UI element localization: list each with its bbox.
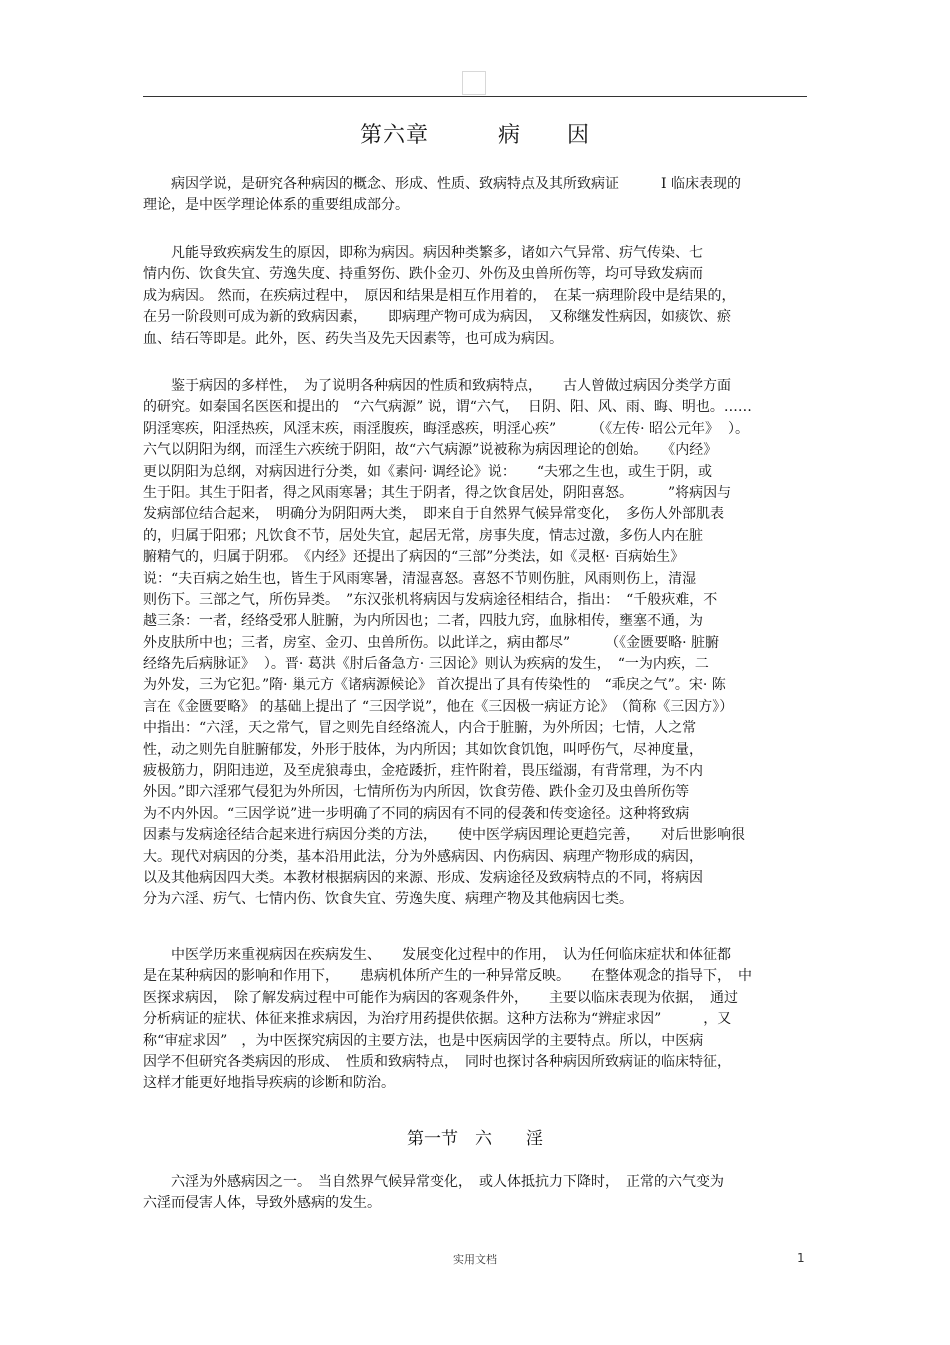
text-line: 六淫而侵害人体，导致外感病的发生。 <box>143 1195 381 1212</box>
text-line: 发病部位结合起来， 明确分为阴阳两大类， 即来自于自然界气候异常变化， 多伤人外部肌表 <box>143 506 724 523</box>
paragraph-1 <box>143 174 808 217</box>
text-line: 病因学说，是研究各种病因的概念、形成、性质、致病特点及其所致病证 I 临床表现的 <box>143 176 741 192</box>
paragraph-3 <box>143 376 808 911</box>
text-line: 为不内外因。“三因学说”进一步明确了不同的病因有不同的侵袭和传变途径。这种将致病 <box>143 805 690 822</box>
paragraph-4 <box>143 945 808 1095</box>
text-line: 则伤下。三部之气，所伤异类。 ”东汉张机将病因与发病途径相结合，指出： “千般疢难，不 <box>143 591 718 608</box>
text-line: 六气以阴阳为纲，而淫生六疾统于阴阳，故“六气病源”说被称为病因理论的创始。 《内经》 <box>143 442 718 459</box>
text-line: 因学不但研究各类病因的形成、 性质和致病特点， 同时也探讨各种病因所致病证的临床特征， <box>143 1053 731 1070</box>
text-line: 因素与发病途径结合起来进行病因分类的方法， 使中医学病因理论更趋完善， 对后世影响很 <box>143 827 745 844</box>
chapter-title: 第六章 病 因 <box>359 123 590 148</box>
text-line: 疲极筋力，阴阳违逆，及至虎狼毒虫，金疮踒折，疰忤附着，畏压缢溺，有背常理，为不内 <box>143 763 703 780</box>
text-line: 言在《金匮要略》 的基础上提出了 “三因学说”，他在《三因极一病证方论》 （简称《三因方》） <box>143 698 734 715</box>
text-line: 为外发，三为它犯。”隋· 巢元方《诸病源候论》 首次提出了具有传染性的 “乖戾之气”。宋· 陈 <box>143 677 726 694</box>
text-line: 生于阳。其生于阳者，得之风雨寒暑；其生于阴者，得之饮食居处，阴阳喜怒。 ”将病因与 <box>143 484 732 501</box>
text-line: 称“审症求因” ，为中医探究病因的主要方法，也是中医病因学的主要特点。所以，中医病 <box>143 1032 704 1049</box>
text-line: 外因。”即六淫邪气侵犯为外所因，七情所伤为内所因，饮食劳倦、跌仆金刃及虫兽所伤等 <box>143 784 690 801</box>
text-line: 大。现代对病因的分类，基本沿用此法，分为外感病因、内伤病因、病理产物形成的病因， <box>143 848 703 865</box>
paragraph-2 <box>143 243 808 350</box>
text-line: 越三条：一者，经络受邪人脏腑，为内所因也；二者，四肢九窍，血脉相传，壅塞不通，为 <box>143 613 703 630</box>
text-line: 这样才能更好地指导疾病的诊断和防治。 <box>143 1075 395 1092</box>
text-line: 血、结石等即是。此外，医、药失当及先天因素等，也可成为病因。 <box>143 330 563 347</box>
header-rule <box>143 96 807 97</box>
text-line: 分为六淫、疠气、七情内伤、饮食失宜、劳逸失度、病理产物及其他病因七类。 <box>143 891 633 908</box>
text-line: 在另一阶段则可成为新的致病因素， 即病理产物可成为病因， 又称继发性病因，如痰饮、瘀 <box>143 309 731 326</box>
section-paragraph <box>143 1172 808 1215</box>
text-line: 凡能导致疾病发生的原因，即称为病因。病因种类繁多，诸如六气异常、疠气传染、七 <box>143 245 703 261</box>
header-mark <box>462 71 486 95</box>
text-line: 中医学历来重视病因在疾病发生、 发展变化过程中的作用， 认为任何临床症状和体征都 <box>143 947 731 963</box>
text-line: 成为病因。 然而，在疾病过程中， 原因和结果是相互作用着的， 在某一病理阶段中是结果的， <box>143 287 736 304</box>
text-line: 的研究。如秦国名医医和提出的 “六气病源” 说，谓“六气， 日阴、阳、风、雨、晦、明也。…… <box>143 399 752 416</box>
text-line: 是在某种病因的影响和作用下， 患病机体所产生的一种异常反映。 在整体观念的指导下， 中 <box>143 968 752 985</box>
text-line: 说：“夫百病之始生也，皆生于风雨寒暑，清湿喜怒。喜怒不节则伤脏，风雨则伤上，清湿 <box>143 570 697 587</box>
text-line: 更以阴阳为总纲，对病因进行分类，如《素问· 调经论》说： “夫邪之生也，或生于阴，或 <box>143 463 713 480</box>
text-line: 的，归属于阳邪；凡饮食不节，居处失宜，起居无常，房事失度，情志过激，多伤人内在脏 <box>143 527 703 544</box>
text-line: 性，动之则先自脏腑郁发，外形于肢体，为内所因；其如饮食饥饱，叫呼伤气，尽神度量， <box>143 741 703 758</box>
text-line: 鉴于病因的多样性， 为了说明各种病因的性质和致病特点， 古人曾做过病因分类学方面 <box>143 378 731 394</box>
text-line: 六淫为外感病因之一。 当自然界气候异常变化， 或人体抵抗力下降时， 正常的六气变为 <box>143 1174 724 1190</box>
text-line: 医探求病因， 除了解发病过程中可能作为病因的客观条件外， 主要以临床表现为依据， 通过 <box>143 989 738 1006</box>
text-line: 情内伤、饮食失宜、劳逸失度、持重努伤、跌仆金刃、外伤及虫兽所伤等，均可导致发病而 <box>143 266 703 283</box>
text-line: 理论，是中医学理论体系的重要组成部分。 <box>143 197 409 214</box>
text-line: 腑精气的，归属于阴邪。 《内经》还提出了病因的“三部”分类法，如《灵枢· 百病始生》 <box>143 549 685 566</box>
text-line: 外皮肤所中也；三者，房室、金刃、虫兽所伤。以此详之，病由都尽” （《金匮要略· 脏腑 <box>143 634 720 651</box>
text-line: 以及其他病因四大类。本教材根据病因的来源、形成、发病途径及致病特点的不同，将病因 <box>143 869 703 886</box>
text-line: 经络先后病脉证》 ）。晋· 葛洪《肘后备急方· 三因论》则认为疾病的发生， “一为内疾，二 <box>143 656 709 673</box>
page-number: 1 <box>797 1251 805 1265</box>
text-line: 阴淫寒疾，阳淫热疾，风淫末疾，雨淫腹疾，晦淫惑疾，明淫心疾” （《左传· 昭公元年》 ）。 <box>143 420 749 437</box>
text-line: 分析病证的症状、体征来推求病因，为治疗用药提供依据。这种方法称为“辨症求因” ，又 <box>143 1011 732 1028</box>
section-title: 第一节 六 淫 <box>407 1129 543 1149</box>
footer-label: 实用文档 <box>453 1253 497 1266</box>
text-line: 中指出：“六淫，天之常气，冒之则先自经络流人，内合于脏腑，为外所因；七情，人之常 <box>143 720 697 737</box>
